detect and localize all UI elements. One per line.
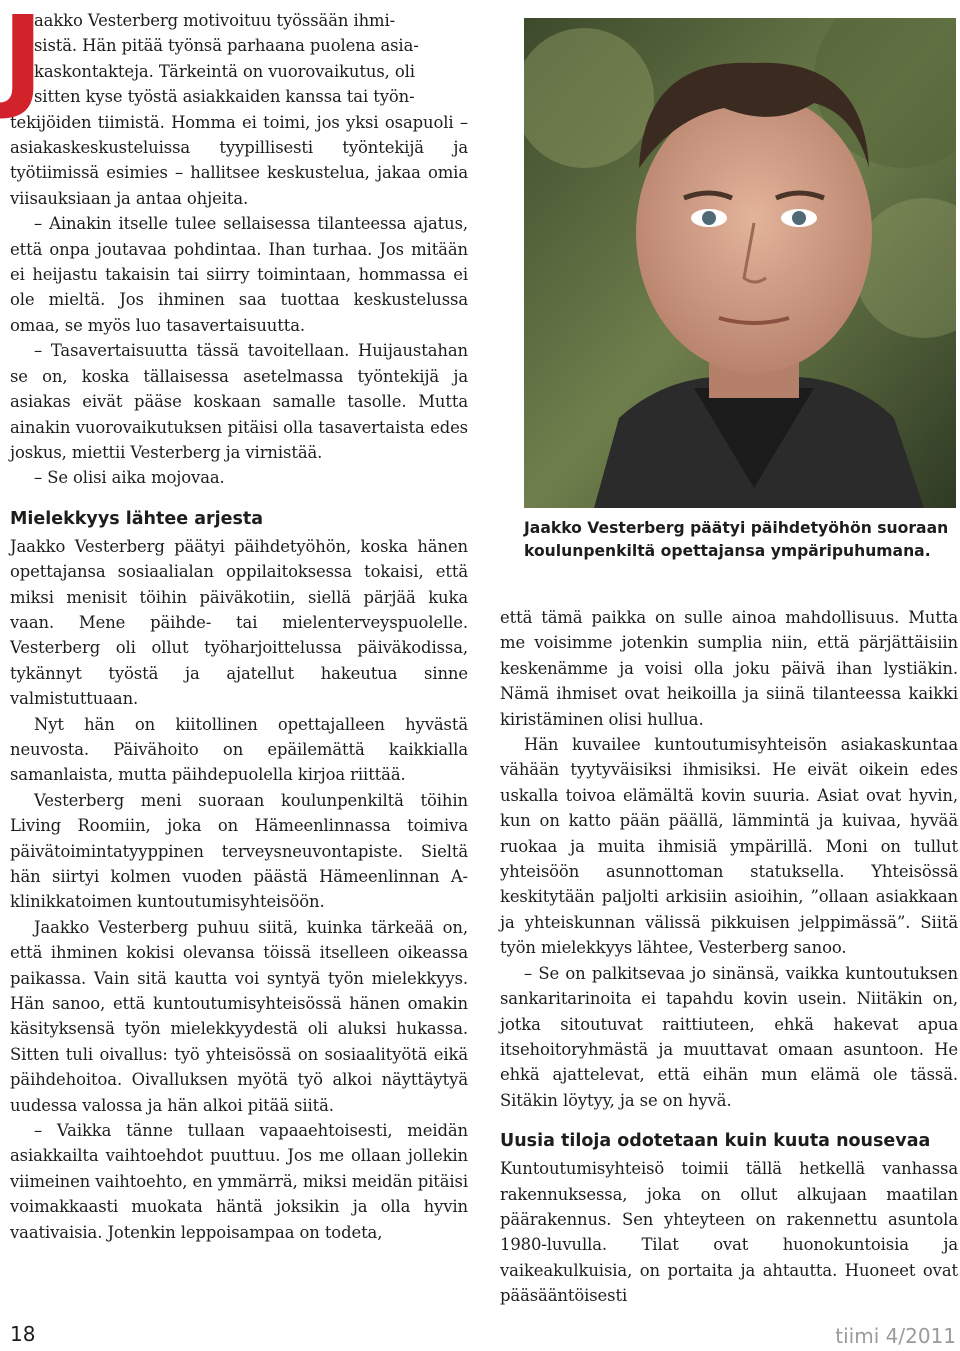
body-paragraph: – Tasavertaisuutta tässä tavoitellaan. Huijaustahan se on, koska tällaisessa asetelmassa työntekijä ja asiakas eivät pääse koskaan samalle tasolle. Mutta ainakin vuorovaikutuksen pitäisi olla tasavertaista edes joskus, miettii Vesterberg ja virnistää. <box>10 341 468 462</box>
intro-paragraph <box>2 0 468 211</box>
body-paragraph: Vesterberg meni suoraan koulunpenkiltä töihin Living Roomiin, joka on Hämeenlinnassa toimiva päivätoimintatyyppinen terveysneuvontapiste. Sieltä hän siirtyi kolmen vuoden päästä Hämeenlinnan A-klinikkatoimen kuntoutumisyhteisöön. <box>10 790 468 912</box>
body-paragraph: Kuntoutumisyhteisö toimii tällä hetkellä vanhassa rakennuksessa, joka on ollut alkujaan maatilan päärakennus. Sen yhteyteen on rakennettu asuntola 1980-luvulla. Tilat ovat huonokuntoisia ja vaikeakulkuisia, on portaita ja ahtautta. Huoneet ovat pääsääntöisesti <box>500 1159 958 1306</box>
intro-line: kaskontakteja. Tärkeintä on vuorovaikutus, oli <box>34 61 415 81</box>
body-paragraph: – Se on palkitsevaa jo sinänsä, vaikka kuntoutuksen sankaritarinoita ei tapahdu kovin usein. Niitäkin on, jotka sitoutuvat raittiuteen, ehkä hakevat apua itsehoitoryhmästä ja muuttavat omaan asuntoon. He ehkä ajattelevat, että eihän mun elämä ole tässä. Sitäkin löytyy, ja se on hyvä. <box>500 963 958 1110</box>
body-paragraph: Nyt hän on kiitollinen opettajalleen hyvästä neuvosta. Päivähoito on epäilemättä kaikkialla samanlaista, mutta päihdepuolella kirjoa riittää. <box>10 714 468 785</box>
intro-line: sitten kyse työstä asiakkaiden kanssa tai työn- <box>34 87 415 107</box>
intro-rest: tekijöiden tiimistä. Homma ei toimi, jos yksi osapuoli – asiakaskeskusteluissa tyypillisesti työntekijä ja työtiimissä esimies – hallitsee keskustelua, jakaa omia viisauksiaan ja antaa ohjeita. <box>10 112 468 208</box>
page-number: 18 <box>10 1322 36 1346</box>
intro-line: sistä. Hän pitää työnsä parhaana puolena asia- <box>34 36 419 56</box>
portrait-photo <box>524 18 956 508</box>
section-heading: Uusia tiloja odotetaan kuin kuuta nousevaa <box>500 1131 931 1152</box>
body-paragraph: – Ainakin itselle tulee sellaisessa tilanteessa ajatus, että onpa joutavaa pohdintaa. Ihan turhaa. Jos mitään ei heijastu takaisin tai siirry toimintaan, hommassa ei ole mieltä. Jos ihminen saa tuottaa keskustelussa omaa, se myös luo tasavertaisuutta. <box>10 214 468 335</box>
body-paragraph: Jaakko Vesterberg puhuu siitä, kuinka tärkeää on, että ihminen kokisi olevansa töissä itselleen oikeassa paikassa. Vain sitä kautta voi syntyä työn mielekkyys. Hän sanoo, että kuntoutumisyhteisössä hänen omakin käsityksensä työn mielekkyydestä oli aluksi hukassa. Sitten tuli oivallus: työ yhteisössä on sosiaalityötä eikä päihdehoitoa. Oivalluksen myötä työ alkoi näyttäytyä uudessa valossa ja hän alkoi pitää siitä. <box>10 917 468 1115</box>
right-column <box>500 605 958 1309</box>
body-paragraph: että tämä paikka on sulle ainoa mahdollisuus. Mutta me voisimme jotenkin sumplia niin, että pärjättäisiin keskenämme ja voisi olla joku päivä ihan lystiäkin. Nämä ihmiset ovat heikoilla ja siinä tilanteessa kaikki kiristäminen olisi hullua. <box>500 608 958 729</box>
body-paragraph: – Se olisi aika mojovaa. <box>34 468 225 488</box>
drop-cap: J <box>2 0 44 123</box>
section-heading: Mielekkyys lähtee arjesta <box>10 508 264 529</box>
portrait-illustration <box>524 18 956 508</box>
body-paragraph: Hän kuvailee kuntoutumisyhteisön asiakaskuntaa vähään tyytyväisiksi ihmisiksi. He eivät oikein edes uskalla toivoa elämältä kovin suuria. Asiat ovat hyvin, kun on katto pään päällä, lämmintä ja kuivaa, hyvää ruokaa ja muita ihmisiä ympärillä. Moni on tullut yhteisöön asunnottoman statuksella. Yhteisössä keskitytään paljolti arkisiin asioihin, ”ollaan asiakkaan ja yhteiskunnan välissä pikkuisen jelppimässä”. Siitä työn mielekkyys lähtee, Vesterberg sanoo. <box>500 735 958 958</box>
body-paragraph: – Vaikka tänne tullaan vapaaehtoisesti, meidän asiakkailta vaihtoehdot puuttuu. Jos me ollaan jollekin viimeinen vaihtoehto, en ymmärrä, miksi meidän pitäisi voimakkaasti muokata häntä joksikin ja olla hyvin vaativaisia. Jotenkin leppoisampaa on todeta, <box>10 1121 468 1242</box>
intro-line: aakko Vesterberg motivoituu työssään ihmi- <box>34 11 396 30</box>
photo-caption: Jaakko Vesterberg päätyi päihdetyöhön suoraan koulunpenkiltä opettajansa ympäripuhumana. <box>524 519 949 560</box>
magazine-issue: tiimi 4/2011 <box>835 1324 956 1348</box>
left-column <box>2 0 468 1245</box>
body-paragraph: Jaakko Vesterberg päätyi päihdetyöhön, koska hänen opettajansa sosiaalialan oppilaitoksessa tokaisi, että miksi menisit töihin päiväkotiin, siellä pärjää kuka vaan. Mene päihde- tai mielenterveyspuolelle. Vesterberg oli ollut työharjoittelussa päiväkodissa, tykännyt työstä ja ajatellut hakeutua sinne valmistuttuaan. <box>10 536 468 709</box>
